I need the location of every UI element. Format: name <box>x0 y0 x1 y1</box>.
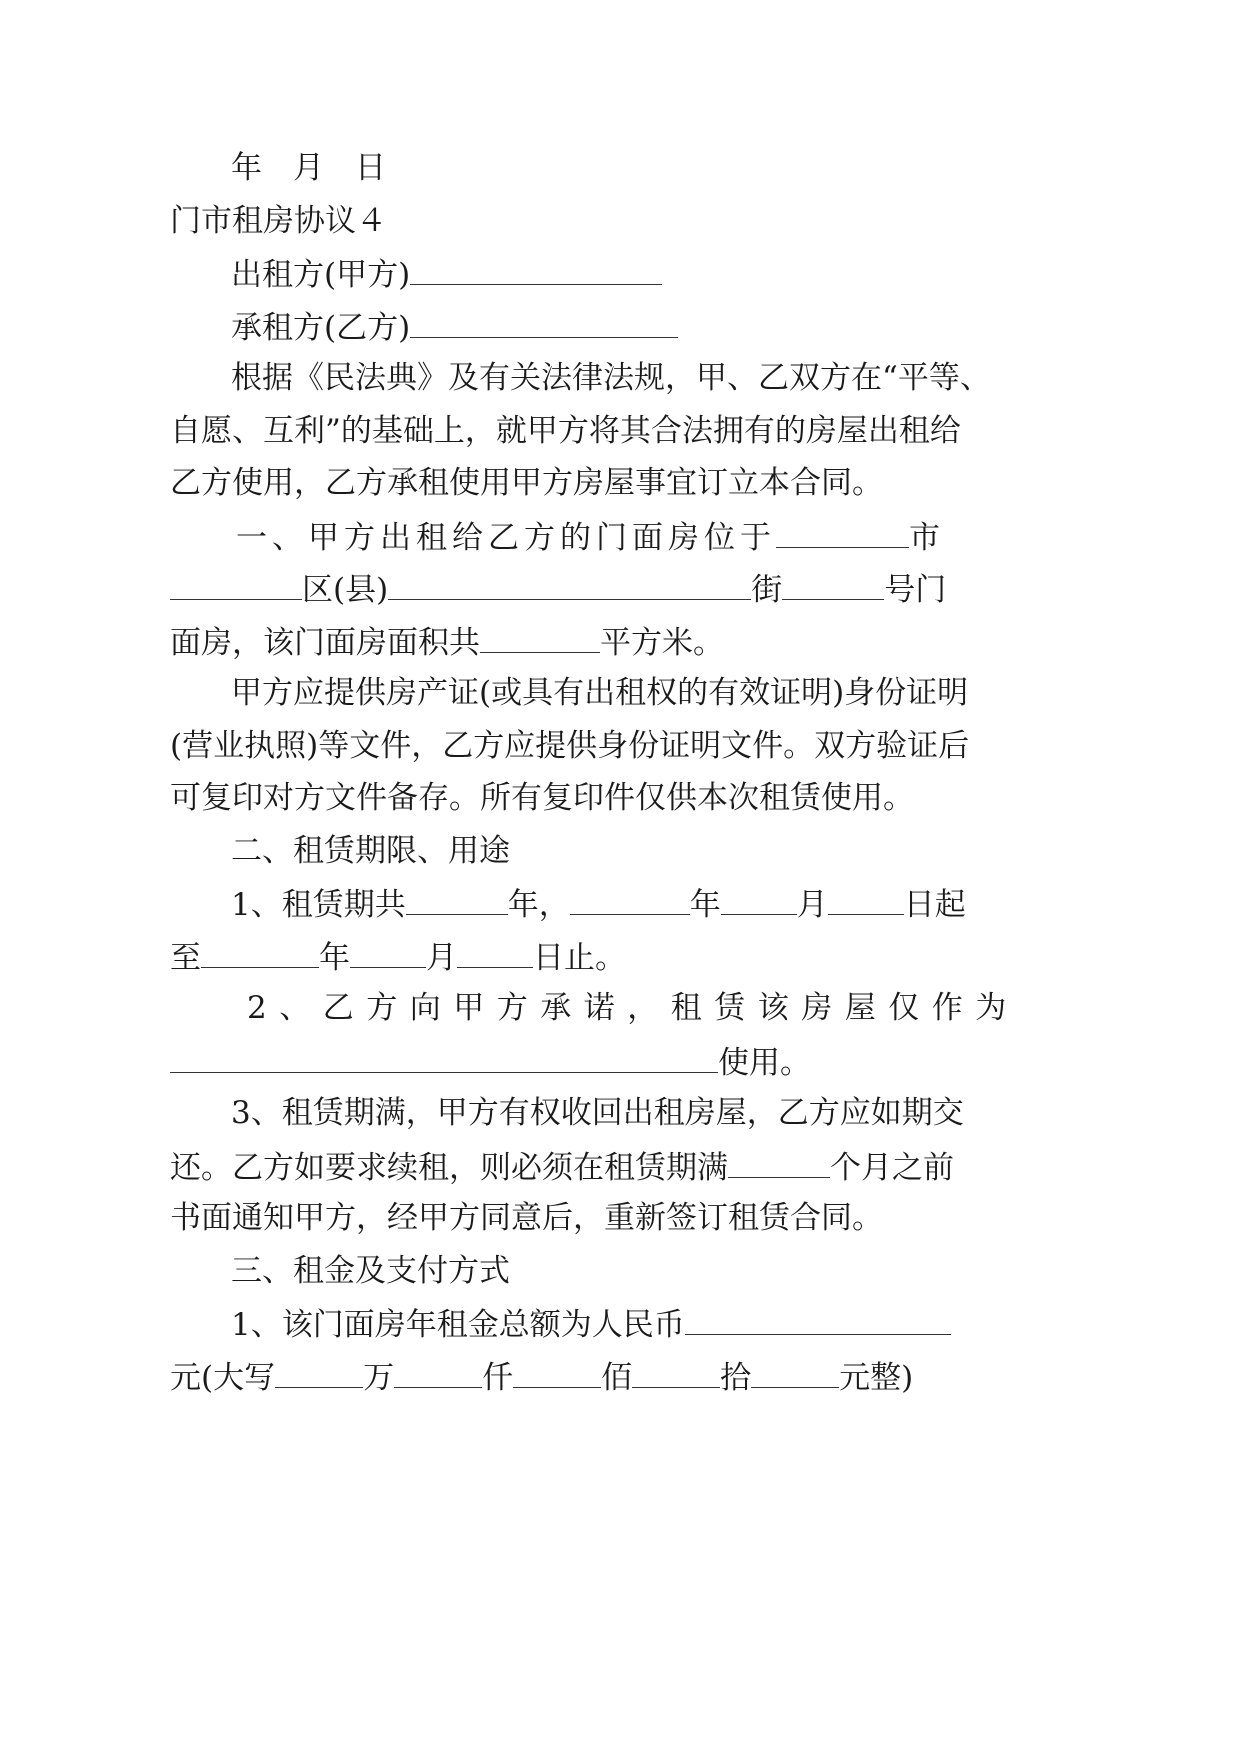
term-text-g: 年 <box>319 940 350 976</box>
clause1-line-3 <box>170 626 724 659</box>
preamble-line-2: 自愿、互利”的基础上，就甲方将其合法拥有的房屋出租给 <box>170 413 961 449</box>
clause1-text-g: 平方米。 <box>600 625 724 661</box>
renewal-text-a: 还。乙方如要求续租，则必须在租赁期满 <box>170 1150 728 1186</box>
documents-line-2: (营业执照)等文件，乙方应提供身份证明文件。双方验证后 <box>170 728 970 764</box>
clause1-text-a: 一、甲方出租给乙方的门面房位于 <box>236 520 776 556</box>
term-text-c: 年 <box>689 887 721 923</box>
clause1-text-b: 市 <box>909 520 940 556</box>
end-day-blank <box>457 941 533 968</box>
term-text-i: 日止。 <box>533 940 626 976</box>
end-year-blank <box>201 941 319 968</box>
rent-text-a: 元(大写 <box>170 1360 276 1396</box>
renewal-line-2 <box>170 1151 954 1184</box>
rent-text-b: 万 <box>363 1360 395 1396</box>
section2-heading: 二、租赁期限、用途 <box>231 833 510 869</box>
start-month-blank <box>721 888 797 915</box>
renewal-text-b: 个月之前 <box>830 1150 954 1186</box>
rent-text-d: 佰 <box>601 1360 633 1396</box>
renewal-line-1: 3、租赁期满，甲方有权收回出租房屋，乙方应如期交 <box>231 1095 964 1131</box>
clause1-text-d: 街 <box>751 572 783 608</box>
wan-blank <box>275 1361 363 1388</box>
start-day-blank <box>828 888 904 915</box>
clause1-text-e: 号门 <box>884 572 947 608</box>
preamble-line-1: 根据《民法典》及有关法律法规，甲、乙双方在“平等、 <box>231 360 991 396</box>
term-text-a: 1、租赁期共 <box>231 887 406 923</box>
section3-heading: 三、租金及支付方式 <box>231 1253 510 1289</box>
renewal-line-3: 书面通知甲方，经甲方同意后，重新签订租赁合同。 <box>170 1200 883 1236</box>
term-text-f: 至 <box>170 940 201 976</box>
party-a-line <box>231 258 662 291</box>
clause1-text-c: 区(县) <box>302 572 389 608</box>
term-text-b: 年， <box>507 887 570 923</box>
clause1-text-f: 面房，该门面房面积共 <box>170 625 480 661</box>
yuan-blank <box>751 1361 839 1388</box>
rent-text: 1、该门面房年租金总额为人民币 <box>231 1307 685 1343</box>
term-text-d: 月 <box>796 887 828 923</box>
rent-text-f: 元整) <box>839 1360 914 1396</box>
rent-line-2 <box>170 1361 913 1394</box>
shi-blank <box>632 1361 720 1388</box>
usage-suffix: 使用。 <box>718 1045 811 1081</box>
clause1-line-2 <box>170 573 946 606</box>
documents-line-3: 可复印对方文件备存。所有复印件仅供本次租赁使用。 <box>170 780 914 816</box>
party-a-blank <box>410 258 662 285</box>
number-blank <box>782 573 884 600</box>
term-years-blank <box>406 888 508 915</box>
street-blank <box>388 573 751 600</box>
renewal-months-blank <box>728 1151 830 1178</box>
party-b-label: 承租方(乙方) <box>231 310 411 346</box>
usage-blank <box>170 1046 718 1073</box>
party-b-blank <box>410 311 678 338</box>
documents-line-1: 甲方应提供房产证(或具有出租权的有效证明)身份证明 <box>231 675 969 711</box>
party-a-label: 出租方(甲方) <box>231 257 411 293</box>
usage-line-2 <box>170 1046 811 1079</box>
rent-text-e: 拾 <box>720 1360 752 1396</box>
rent-text-c: 仟 <box>482 1360 514 1396</box>
qian-blank <box>394 1361 482 1388</box>
preamble-line-3: 乙方使用，乙方承租使用甲方房屋事宜订立本合同。 <box>170 465 883 501</box>
start-year-blank <box>570 888 690 915</box>
party-b-line <box>231 311 678 344</box>
rent-amount-blank <box>685 1308 951 1335</box>
term-text-h: 月 <box>426 940 457 976</box>
rent-line-1 <box>231 1308 951 1341</box>
term-line-2 <box>170 941 626 974</box>
end-month-blank <box>350 941 426 968</box>
city-blank <box>776 521 909 548</box>
bai-blank <box>513 1361 601 1388</box>
usage-line-1: 2、乙方向甲方承诺，租赁该房屋仅作为 <box>247 990 1019 1026</box>
area-blank <box>480 626 600 653</box>
term-text-e: 日起 <box>903 887 966 923</box>
district-blank <box>170 573 302 600</box>
date-line: 年 月 日 <box>231 150 386 186</box>
document-title: 门市租房协议４ <box>170 203 387 239</box>
term-line-1 <box>231 888 966 921</box>
clause1-line-1 <box>236 521 940 554</box>
